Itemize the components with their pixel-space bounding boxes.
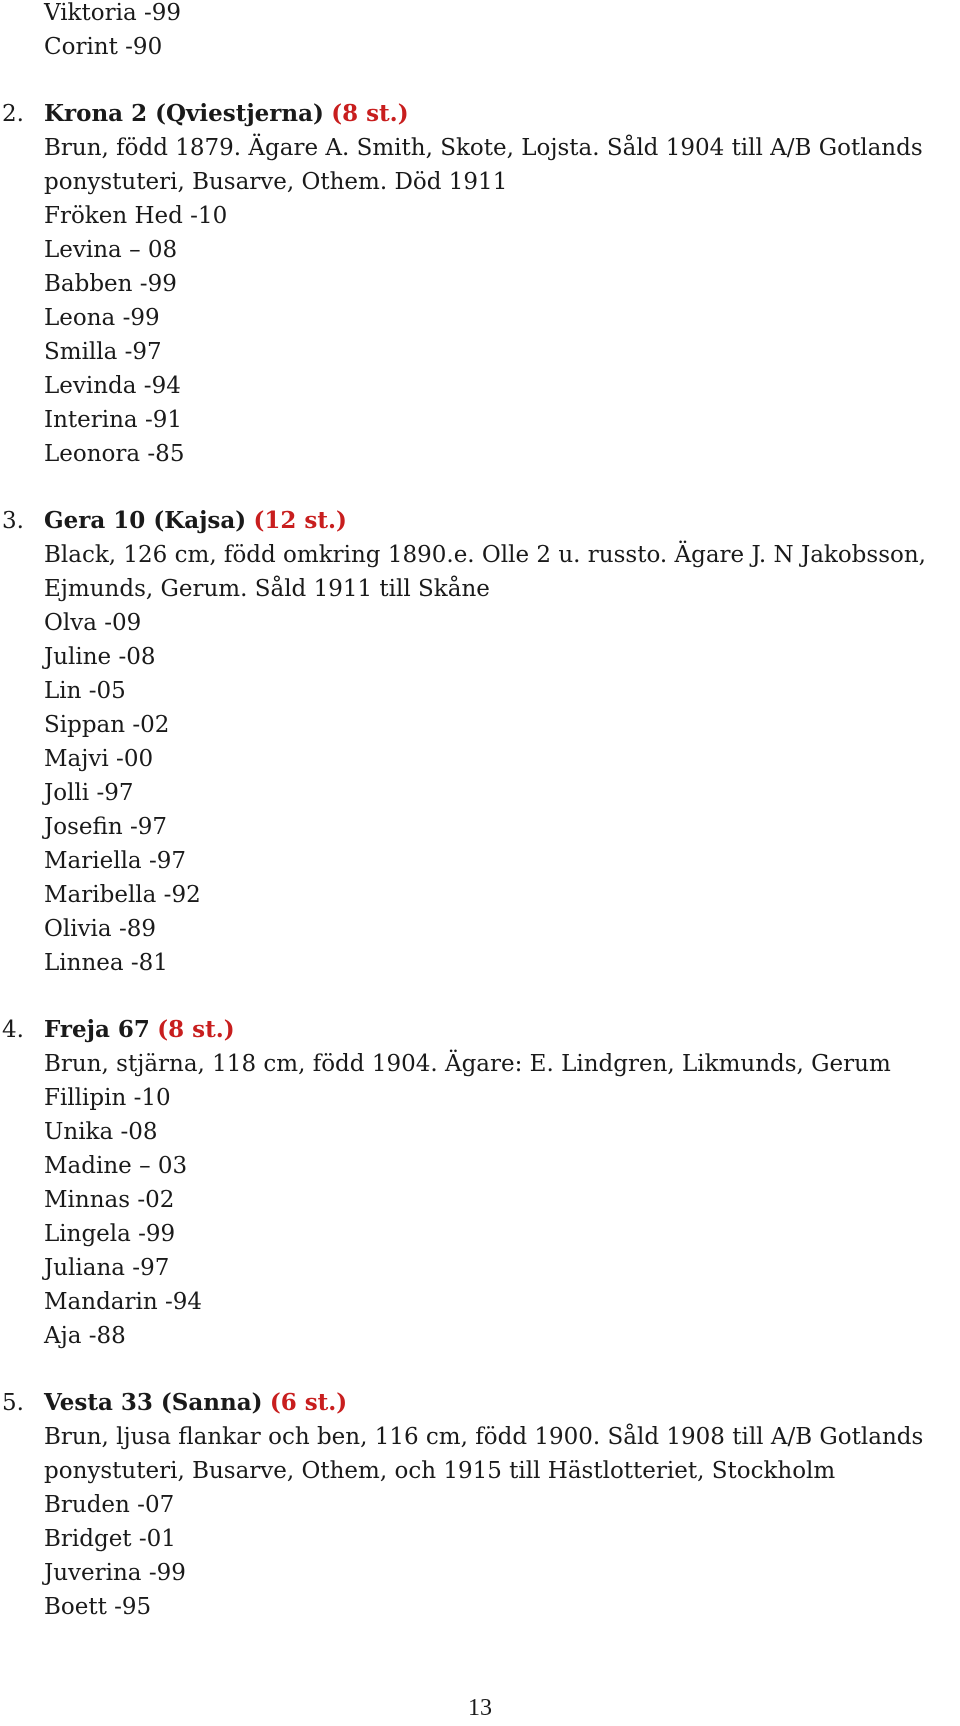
foal-line: Minnas -02: [44, 1187, 175, 1213]
foal-line: Bruden -07: [44, 1492, 175, 1518]
foal-line: Juliana -97: [44, 1255, 170, 1281]
foal-line: Olivia -89: [44, 916, 156, 942]
description-line: ponystuteri, Busarve, Othem. Död 1911: [44, 169, 508, 195]
foal-line: Levina – 08: [44, 237, 178, 263]
foal-line: Maribella -92: [44, 882, 201, 908]
foal-line: Olva -09: [44, 610, 142, 636]
foal-line: Lingela -99: [44, 1221, 176, 1247]
foal-line: Aja -88: [44, 1323, 126, 1349]
entry-number: 4.: [2, 1017, 24, 1043]
description-line: Black, 126 cm, född omkring 1890.e. Olle 2 u. russto. Ägare J. N Jakobsson,: [44, 542, 926, 568]
mare-name: Vesta 33 (Sanna): [44, 1389, 263, 1416]
entry-heading: [44, 504, 347, 538]
foal-line: Bridget -01: [44, 1526, 176, 1552]
foal-line: Jolli -97: [44, 780, 134, 806]
foal-line: Mandarin -94: [44, 1289, 203, 1315]
foal-line: Linnea -81: [44, 950, 168, 976]
description-line: Brun, ljusa flankar och ben, 116 cm, född 1900. Såld 1908 till A/B Gotlands: [44, 1424, 924, 1450]
foal-count: (8 st.): [157, 1016, 235, 1043]
foal-count: (8 st.): [331, 100, 409, 127]
foal-line: Fröken Hed -10: [44, 203, 228, 229]
foal-line: Levinda -94: [44, 373, 181, 399]
foal-line: Viktoria -99: [44, 0, 182, 26]
description-line: Brun, född 1879. Ägare A. Smith, Skote, Lojsta. Såld 1904 till A/B Gotlands: [44, 135, 923, 161]
foal-line: Boett -95: [44, 1594, 152, 1620]
foal-line: Leona -99: [44, 305, 160, 331]
foal-line: Juverina -99: [44, 1560, 186, 1586]
mare-name: Freja 67: [44, 1016, 150, 1043]
foal-line: Lin -05: [44, 678, 126, 704]
entry-number: 5.: [2, 1390, 24, 1416]
description-line: Brun, stjärna, 118 cm, född 1904. Ägare: E. Lindgren, Likmunds, Gerum: [44, 1051, 891, 1077]
entry-heading: [44, 1386, 347, 1420]
foal-line: Majvi -00: [44, 746, 154, 772]
foal-line: Mariella -97: [44, 848, 186, 874]
entry-heading: [44, 1013, 235, 1047]
description-line: Ejmunds, Gerum. Såld 1911 till Skåne: [44, 576, 490, 602]
mare-name: Krona 2 (Qviestjerna): [44, 100, 324, 127]
foal-line: Josefin -97: [44, 814, 167, 840]
mare-name: Gera 10 (Kajsa): [44, 507, 247, 534]
foal-line: Babben -99: [44, 271, 177, 297]
foal-count: (12 st.): [253, 507, 347, 534]
foal-line: Juline -08: [44, 644, 156, 670]
description-line: ponystuteri, Busarve, Othem, och 1915 till Hästlotteriet, Stockholm: [44, 1458, 836, 1484]
foal-line: Fillipin -10: [44, 1085, 171, 1111]
foal-line: Corint -90: [44, 34, 163, 60]
entry-number: 3.: [2, 508, 24, 534]
foal-line: Smilla -97: [44, 339, 162, 365]
entry-number: 2.: [2, 101, 24, 127]
foal-line: Unika -08: [44, 1119, 158, 1145]
foal-line: Sippan -02: [44, 712, 170, 738]
entry-heading: [44, 97, 409, 131]
foal-line: Interina -91: [44, 407, 182, 433]
foal-line: Madine – 03: [44, 1153, 188, 1179]
page-number: 13: [468, 1695, 492, 1721]
foal-count: (6 st.): [269, 1389, 348, 1416]
foal-line: Leonora -85: [44, 441, 185, 467]
